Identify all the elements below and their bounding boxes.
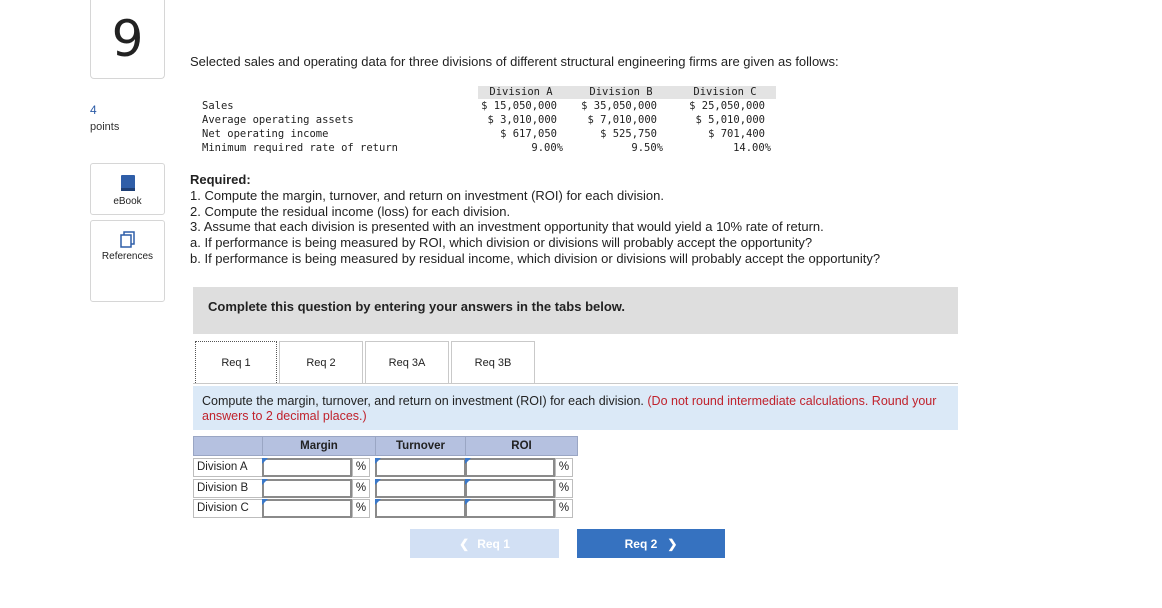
question-number: 9	[90, 0, 165, 79]
tab-label: Req 1	[221, 356, 251, 369]
required-item: 2. Compute the residual income (loss) for each division.	[190, 203, 511, 219]
margin-input-b[interactable]	[262, 479, 352, 498]
next-label: Req 2	[624, 536, 658, 551]
roi-input-b[interactable]	[465, 479, 555, 498]
next-req-button[interactable]	[577, 529, 725, 558]
instruction-box	[193, 386, 958, 430]
margin-unit: %	[352, 479, 370, 498]
value-b: 9.50%	[631, 142, 663, 154]
value-b: $ 525,750	[600, 128, 657, 140]
tab-label: Req 3B	[474, 356, 512, 369]
margin-input-c[interactable]	[262, 499, 352, 518]
header-division-c: Division C	[693, 86, 757, 98]
row-label: Net operating income	[202, 128, 329, 140]
instruction-note: (Do not round intermediate calculations. Round your answers to 2 decimal places.)	[202, 394, 937, 423]
header-margin: Margin	[262, 436, 376, 456]
chevron-left-icon: ❮	[459, 536, 470, 551]
prev-label: Req 1	[477, 536, 510, 551]
instruction-main: Compute the margin, turnover, and return on investment (ROI) for each division.	[202, 394, 644, 408]
row-label: Average operating assets	[202, 114, 354, 126]
tab-req-3b[interactable]	[451, 341, 535, 383]
references-label: References	[101, 251, 154, 262]
value-c: $ 701,400	[708, 128, 765, 140]
value-a: $ 15,050,000	[481, 100, 557, 112]
header-roi: ROI	[465, 436, 578, 456]
tab-label: Req 2	[306, 356, 336, 369]
required-section	[190, 172, 880, 267]
turnover-input-c[interactable]	[375, 499, 466, 518]
value-a: 9.00%	[531, 142, 563, 154]
book-icon	[120, 174, 136, 192]
points-label: points	[90, 121, 120, 133]
value-b: $ 7,010,000	[587, 114, 657, 126]
margin-unit: %	[352, 499, 370, 518]
references-button[interactable]	[90, 220, 165, 302]
header-turnover: Turnover	[375, 436, 466, 456]
row-label-division-a: Division A	[193, 458, 263, 477]
row-label: Minimum required rate of return	[202, 142, 398, 154]
prev-req-button[interactable]	[410, 529, 559, 558]
row-label: Sales	[202, 100, 234, 112]
margin-unit: %	[352, 458, 370, 477]
header-division-a: Division A	[489, 86, 553, 98]
tab-req-2[interactable]	[279, 341, 363, 383]
roi-unit: %	[555, 499, 573, 518]
roi-input-c[interactable]	[465, 499, 555, 518]
header-blank	[193, 436, 263, 456]
ebook-button[interactable]	[90, 163, 165, 215]
chevron-right-icon: ❯	[667, 536, 678, 551]
required-item: a. If performance is being measured by ROI, which division or divisions will probably accept the opportunity?	[190, 235, 813, 251]
roi-unit: %	[555, 458, 573, 477]
tab-req-1[interactable]	[195, 341, 277, 383]
roi-input-a[interactable]	[465, 458, 555, 477]
turnover-input-a[interactable]	[375, 458, 466, 477]
row-label-division-b: Division B	[193, 479, 263, 498]
required-item: b. If performance is being measured by residual income, which division or divisions will probably accept the opportunity?	[190, 250, 881, 266]
points-value: 4	[90, 103, 97, 117]
complete-banner	[193, 287, 958, 334]
margin-input-a[interactable]	[262, 458, 352, 477]
required-item: 3. Assume that each division is presented with an investment opportunity that would yield a 10% rate of return.	[190, 219, 824, 235]
value-b: $ 35,050,000	[581, 100, 657, 112]
question-prompt: Selected sales and operating data for three divisions of different structural engineering firms are given as follows:	[190, 54, 839, 69]
roi-unit: %	[555, 479, 573, 498]
tab-req-3a[interactable]	[365, 341, 449, 383]
tab-divider	[193, 383, 958, 384]
row-label-division-c: Division C	[193, 499, 263, 518]
complete-note: Complete this question by entering your answers in the tabs below.	[208, 299, 626, 314]
answer-table	[193, 436, 583, 521]
header-division-b: Division B	[589, 86, 653, 98]
value-c: $ 25,050,000	[689, 100, 765, 112]
value-c: 14.00%	[733, 142, 771, 154]
value-a: $ 617,050	[500, 128, 557, 140]
value-a: $ 3,010,000	[487, 114, 557, 126]
required-heading: Required:	[190, 172, 251, 187]
copy-icon	[120, 231, 136, 249]
ebook-label: eBook	[113, 196, 142, 207]
tab-label: Req 3A	[388, 356, 426, 369]
value-c: $ 5,010,000	[695, 114, 765, 126]
required-item: 1. Compute the margin, turnover, and return on investment (ROI) for each division.	[190, 187, 665, 203]
turnover-input-b[interactable]	[375, 479, 466, 498]
